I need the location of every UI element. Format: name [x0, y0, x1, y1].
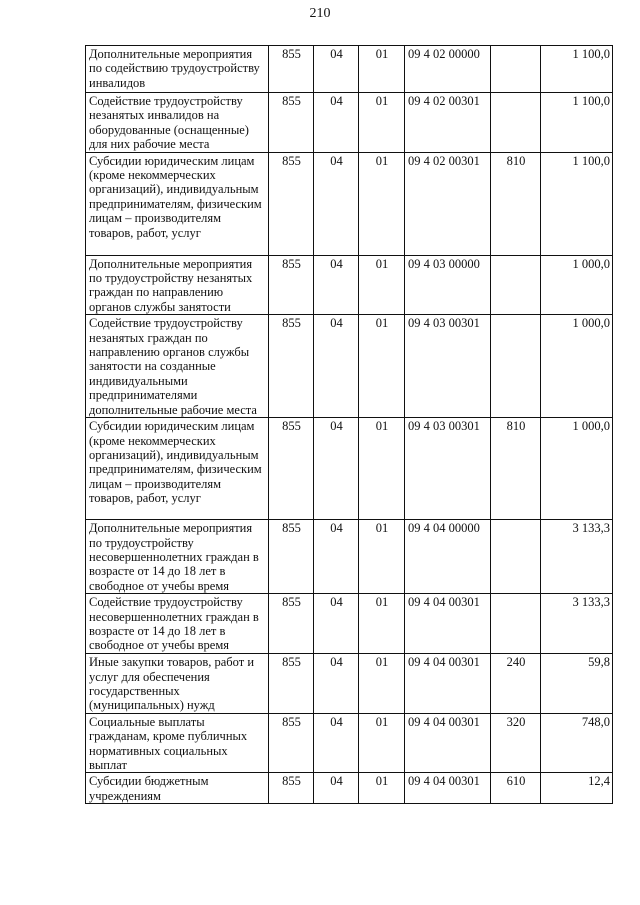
- cell-subsection: 01: [359, 594, 405, 654]
- cell-amount: 3 133,3: [541, 594, 613, 654]
- cell-subsection: 01: [359, 46, 405, 93]
- cell-subsection: 01: [359, 255, 405, 315]
- cell-amount: 12,4: [541, 773, 613, 804]
- cell-subsection: 01: [359, 773, 405, 804]
- cell-subsection: 01: [359, 654, 405, 714]
- table-row: [86, 152, 613, 255]
- cell-target-article: 09 4 04 00301: [405, 654, 491, 714]
- cell-expense-type: [491, 520, 541, 594]
- cell-target-article: 09 4 04 00000: [405, 520, 491, 594]
- page-number: 210: [309, 6, 331, 21]
- cell-expense-type: [491, 46, 541, 93]
- cell-expense-type: [491, 594, 541, 654]
- cell-ministry: 855: [269, 594, 314, 654]
- cell-name: Социальные выплаты гражданам, кроме публичных нормативных социальных выплат: [86, 713, 269, 773]
- table-row: [86, 46, 613, 93]
- cell-amount: 1 100,0: [541, 93, 613, 153]
- cell-name: Иные закупки товаров, работ и услуг для обеспечения государственных (муниципальных) нужд: [86, 654, 269, 714]
- cell-target-article: 09 4 04 00301: [405, 713, 491, 773]
- cell-target-article: 09 4 04 00301: [405, 773, 491, 804]
- cell-section: 04: [314, 520, 359, 594]
- cell-amount: 748,0: [541, 713, 613, 773]
- cell-ministry: 855: [269, 713, 314, 773]
- budget-table: [85, 45, 613, 804]
- cell-name: Дополнительные мероприятия по трудоустройству несовершеннолетних граждан в возрасте от 14 до 18 лет в свободное от учебы время: [86, 520, 269, 594]
- cell-name: Содействие трудоустройству незанятых инвалидов на оборудованные (оснащенные) для них рабочие места: [86, 93, 269, 153]
- table-row: [86, 654, 613, 714]
- cell-target-article: 09 4 04 00301: [405, 594, 491, 654]
- cell-ministry: 855: [269, 152, 314, 255]
- cell-amount: 1 000,0: [541, 418, 613, 520]
- cell-expense-type: [491, 93, 541, 153]
- table-row: [86, 520, 613, 594]
- cell-section: 04: [314, 315, 359, 418]
- cell-expense-type: 320: [491, 713, 541, 773]
- table-row: [86, 93, 613, 153]
- cell-name: Субсидии юридическим лицам (кроме некоммерческих организаций), индивидуальным предпринимателям, физическим лицам – производителям товаров, работ, услуг: [86, 152, 269, 255]
- cell-section: 04: [314, 93, 359, 153]
- cell-ministry: 855: [269, 418, 314, 520]
- cell-section: 04: [314, 713, 359, 773]
- cell-target-article: 09 4 02 00000: [405, 46, 491, 93]
- cell-name: Содействие трудоустройству незанятых граждан по направлению органов службы занятости на созданные индивидуальными предпринимателями дополнительные рабочие места: [86, 315, 269, 418]
- cell-ministry: 855: [269, 654, 314, 714]
- cell-target-article: 09 4 02 00301: [405, 152, 491, 255]
- table-row: [86, 773, 613, 804]
- cell-subsection: 01: [359, 418, 405, 520]
- cell-subsection: 01: [359, 713, 405, 773]
- cell-section: 04: [314, 418, 359, 520]
- cell-section: 04: [314, 773, 359, 804]
- cell-expense-type: 240: [491, 654, 541, 714]
- cell-ministry: 855: [269, 520, 314, 594]
- cell-name: Дополнительные мероприятия по содействию трудоустройству инвалидов: [86, 46, 269, 93]
- cell-ministry: 855: [269, 773, 314, 804]
- cell-expense-type: [491, 255, 541, 315]
- cell-name: Содействие трудоустройству несовершеннолетних граждан в возрасте от 14 до 18 лет в свободное от учебы время: [86, 594, 269, 654]
- cell-section: 04: [314, 654, 359, 714]
- cell-amount: 59,8: [541, 654, 613, 714]
- table-row: [86, 255, 613, 315]
- table-row: [86, 418, 613, 520]
- cell-section: 04: [314, 46, 359, 93]
- cell-subsection: 01: [359, 93, 405, 153]
- cell-ministry: 855: [269, 46, 314, 93]
- cell-target-article: 09 4 02 00301: [405, 93, 491, 153]
- cell-amount: 1 000,0: [541, 255, 613, 315]
- cell-subsection: 01: [359, 315, 405, 418]
- cell-expense-type: 610: [491, 773, 541, 804]
- cell-amount: 1 000,0: [541, 315, 613, 418]
- cell-section: 04: [314, 152, 359, 255]
- cell-name: Субсидии бюджетным учреждениям: [86, 773, 269, 804]
- table-row: [86, 713, 613, 773]
- table-row: [86, 594, 613, 654]
- cell-expense-type: 810: [491, 152, 541, 255]
- cell-amount: 3 133,3: [541, 520, 613, 594]
- cell-target-article: 09 4 03 00301: [405, 315, 491, 418]
- cell-section: 04: [314, 594, 359, 654]
- cell-ministry: 855: [269, 255, 314, 315]
- cell-ministry: 855: [269, 93, 314, 153]
- cell-ministry: 855: [269, 315, 314, 418]
- cell-name: Дополнительные мероприятия по трудоустройству незанятых граждан по направлению органов службы занятости: [86, 255, 269, 315]
- cell-amount: 1 100,0: [541, 152, 613, 255]
- cell-name: Субсидии юридическим лицам (кроме некоммерческих организаций), индивидуальным предпринимателям, физическим лицам – производителям товаров, работ, услуг: [86, 418, 269, 520]
- table-row: [86, 315, 613, 418]
- cell-subsection: 01: [359, 152, 405, 255]
- cell-expense-type: [491, 315, 541, 418]
- cell-amount: 1 100,0: [541, 46, 613, 93]
- cell-target-article: 09 4 03 00301: [405, 418, 491, 520]
- cell-section: 04: [314, 255, 359, 315]
- cell-subsection: 01: [359, 520, 405, 594]
- cell-target-article: 09 4 03 00000: [405, 255, 491, 315]
- cell-expense-type: 810: [491, 418, 541, 520]
